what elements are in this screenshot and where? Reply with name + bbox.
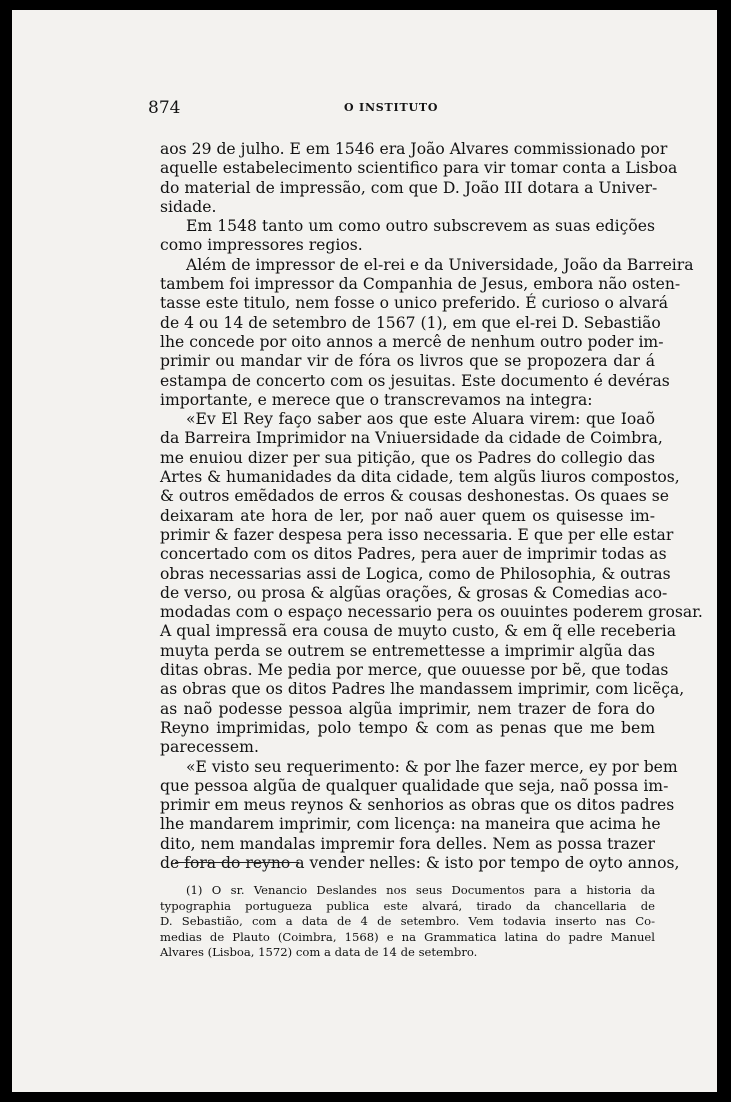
body-line: lhe concede por oito annos a mercê de nenhum outro poder im- <box>160 332 664 351</box>
body-text <box>160 140 703 873</box>
body-line: aos 29 de julho. E em 1546 era João Alvares commissionado por <box>160 140 668 158</box>
body-line: Artes & humanidades da dita cidade, tem algũs liuros compostos, <box>160 468 680 487</box>
running-title: O INSTITUTO <box>344 101 439 114</box>
body-line: tambem foi impressor da Companhia de Jesus, embora não osten- <box>160 275 681 294</box>
body-line: estampa de concerto com os jesuitas. Este documento é devéras <box>160 371 670 390</box>
body-line: as obras que os ditos Padres lhe mandassem imprimir, com licẽça, <box>160 680 685 699</box>
body-line: A qual impressã era cousa de muyto custo, & em q̃ elle receberia <box>160 622 677 641</box>
body-line: de verso, ou prosa & algũas orações, & grosas & Comedias aco- <box>160 583 668 602</box>
body-line: dito, nem mandalas impremir fora delles. Nem as possa trazer <box>160 834 655 853</box>
body-line: «Ev El Rey faço saber aos que este Aluara virem: que Ioaõ <box>186 410 655 429</box>
body-line: as naõ podesse pessoa algũa imprimir, nem trazer de fora do <box>160 699 655 718</box>
footnote-line: (1) O sr. Venancio Deslandes nos seus Documentos para a historia da <box>186 883 655 897</box>
footnote-line: medias de Plauto (Coimbra, 1568) e na Grammatica latina do padre Manuel <box>160 929 655 944</box>
body-line: «E visto seu requerimento: & por lhe fazer merce, ey por bem <box>186 757 678 776</box>
body-line: como impressores regios. <box>160 236 363 255</box>
footnotes <box>160 883 655 961</box>
body-line: do material de impressão, com que D. João III dotara a Univer- <box>160 178 658 197</box>
body-line: primir em meus reynos & senhorios as obras que os ditos padres <box>160 796 675 815</box>
body-line: Além de impressor de el-rei e da Universidade, João da Barreira <box>186 255 694 274</box>
book-page <box>12 10 717 1092</box>
footnote-line: typographia portugueza publica este alvará, tirado da chancellaria de <box>160 898 655 913</box>
body-line: sidade. <box>160 197 217 216</box>
body-line: de 4 ou 14 de setembro de 1567 (1), em que el-rei D. Sebastião <box>160 313 661 332</box>
body-line: parecessem. <box>160 738 259 757</box>
body-line: da Barreira Imprimidor na Vniuersidade da cidade de Coimbra, <box>160 429 663 448</box>
body-line: Reyno imprimidas, polo tempo & com as penas que me bem <box>160 718 655 737</box>
body-line: deixaram ate hora de ler, por naõ auer quem os quisesse im- <box>160 506 655 525</box>
page-header <box>148 98 628 122</box>
body-line: obras necessarias assi de Logica, como de Philosophia, & outras <box>160 564 671 583</box>
page-number: 874 <box>148 98 181 118</box>
body-line: muyta perda se outrem se entremettesse a imprimir algũa das <box>160 641 655 660</box>
body-line: tasse este titulo, nem fosse o unico preferido. É curioso o alvará <box>160 294 669 313</box>
body-line: ditas obras. Me pedia por merce, que ouuesse por bẽ, que todas <box>160 661 669 680</box>
footnote-line: Alvares (Lisboa, 1572) com a data de 14 de setembro. <box>160 945 478 960</box>
body-line: primir & fazer despesa pera isso necessaria. E que per elle estar <box>160 525 674 544</box>
footnote-line: D. Sebastião, com a data de 4 de setembro. Vem todavia inserto nas Co- <box>160 914 655 929</box>
body-line: concertado com os ditos Padres, pera auer de imprimir todas as <box>160 545 667 564</box>
body-line: modadas com o espaço necessario pera os ouuintes poderem grosar. <box>160 603 703 622</box>
body-line: primir ou mandar vir de fóra os livros que se propozera dar á <box>160 352 655 371</box>
body-line: & outros emẽdados de erros & cousas deshonestas. Os quaes se <box>160 487 669 506</box>
body-line: Em 1548 tanto um como outro subscrevem as suas edições <box>186 217 655 236</box>
body-line: que pessoa algũa de qualquer qualidade que seja, naõ possa im- <box>160 776 669 795</box>
body-line: me enuiou dizer per sua pitição, que os Padres do collegio das <box>160 448 655 467</box>
body-line: lhe mandarem imprimir, com licença: na maneira que acima he <box>160 815 661 834</box>
body-line: importante, e merece que o transcrevamos na integra: <box>160 390 593 409</box>
body-line: aquelle estabelecimento scientifico para vir tomar conta a Lisboa <box>160 159 678 178</box>
body-line: de fora do reyno a vender nelles: & isto por tempo de oyto annos, <box>160 853 680 872</box>
footnote-divider <box>175 862 299 863</box>
